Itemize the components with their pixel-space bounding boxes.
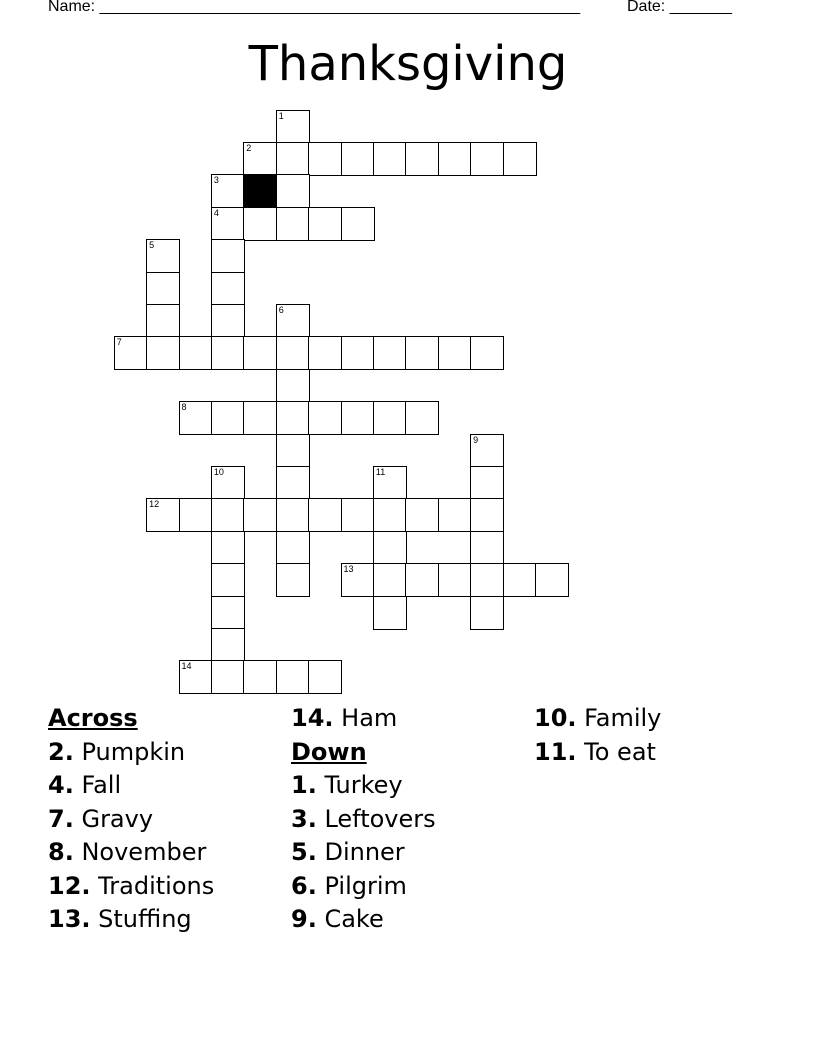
crossword-cell[interactable] xyxy=(276,531,310,565)
crossword-block xyxy=(243,174,277,208)
clue-item-number: 4. xyxy=(48,771,74,799)
crossword-cell[interactable] xyxy=(308,142,342,176)
crossword-cell[interactable] xyxy=(308,498,342,532)
clue-item xyxy=(291,870,531,904)
clue-item-text: Pumpkin xyxy=(81,737,186,766)
crossword-cell[interactable] xyxy=(146,304,180,338)
clue-item-number: 12. xyxy=(48,871,91,900)
crossword-cell[interactable] xyxy=(373,401,407,435)
crossword-cell[interactable] xyxy=(276,174,310,208)
crossword-cell[interactable] xyxy=(341,563,375,597)
crossword-cell[interactable] xyxy=(276,660,310,694)
crossword-cell[interactable] xyxy=(276,336,310,370)
crossword-cell[interactable] xyxy=(276,563,310,597)
clue-item-text: Gravy xyxy=(81,804,154,833)
crossword-cell[interactable] xyxy=(243,207,277,241)
crossword-cell[interactable] xyxy=(211,596,245,630)
clue-number: 7 xyxy=(116,337,122,348)
clue-item-number: 2. xyxy=(48,737,74,766)
crossword-cell[interactable] xyxy=(535,563,569,597)
crossword-cell[interactable] xyxy=(308,401,342,435)
clue-number: 14 xyxy=(181,661,192,672)
crossword-cell[interactable] xyxy=(405,142,439,176)
clue-item-text: Cake xyxy=(324,905,384,933)
clue-number: 12 xyxy=(149,499,160,510)
clue-item-number: 3. xyxy=(291,804,317,833)
clue-item xyxy=(291,836,531,870)
crossword-cell[interactable] xyxy=(438,498,472,532)
clue-item xyxy=(48,903,288,937)
clue-item xyxy=(48,836,288,870)
clue-item xyxy=(48,736,288,770)
crossword-cell[interactable] xyxy=(211,272,245,306)
clue-item-text: November xyxy=(81,838,207,866)
crossword-cell[interactable] xyxy=(211,174,245,208)
clue-number: 9 xyxy=(473,434,479,445)
clue-item-number: 7. xyxy=(48,804,74,833)
clue-item-number: 8. xyxy=(48,838,74,866)
crossword-cell[interactable] xyxy=(470,142,504,176)
crossword-cell[interactable] xyxy=(470,336,504,370)
clue-item xyxy=(291,702,531,736)
crossword-cell[interactable] xyxy=(341,207,375,241)
crossword-cell[interactable] xyxy=(276,207,310,241)
clue-section-heading xyxy=(48,702,288,736)
page-title: Thanksgiving xyxy=(248,36,568,92)
clue-item-number: 14. xyxy=(291,704,334,732)
crossword-cell[interactable] xyxy=(341,498,375,532)
clue-item-number: 10. xyxy=(534,704,577,732)
crossword-cell[interactable] xyxy=(503,563,537,597)
crossword-cell[interactable] xyxy=(470,596,504,630)
crossword-cell[interactable] xyxy=(373,142,407,176)
clue-item-text: Pilgrim xyxy=(324,871,407,900)
crossword-cell[interactable] xyxy=(211,336,245,370)
crossword-cell[interactable] xyxy=(276,304,310,338)
crossword-cell[interactable] xyxy=(243,498,277,532)
clue-item-number: 13. xyxy=(48,905,91,933)
clue-item-text: To eat xyxy=(584,737,656,766)
crossword-cell[interactable] xyxy=(146,272,180,306)
crossword-cell[interactable] xyxy=(470,563,504,597)
crossword-cell[interactable] xyxy=(243,142,277,176)
crossword-cell[interactable] xyxy=(308,207,342,241)
crossword-cell[interactable] xyxy=(211,304,245,338)
clue-number: 1 xyxy=(278,110,284,121)
clue-number: 5 xyxy=(149,240,155,251)
crossword-cell[interactable] xyxy=(276,369,310,403)
crossword-cell[interactable] xyxy=(341,336,375,370)
clue-number: 6 xyxy=(278,304,284,315)
crossword-cell[interactable] xyxy=(276,142,310,176)
crossword-cell[interactable] xyxy=(438,336,472,370)
crossword-cell[interactable] xyxy=(373,466,407,500)
crossword-cell[interactable] xyxy=(276,110,310,144)
clue-number: 8 xyxy=(181,402,187,413)
clue-item xyxy=(291,803,531,837)
crossword-cell[interactable] xyxy=(470,466,504,500)
crossword-cell[interactable] xyxy=(243,660,277,694)
clue-item xyxy=(48,870,288,904)
crossword-cell[interactable] xyxy=(211,498,245,532)
clue-column-1 xyxy=(48,702,288,937)
date-field-label: Date: _______ xyxy=(627,0,732,15)
clue-item xyxy=(48,769,288,803)
clue-column-3 xyxy=(534,702,774,769)
clue-item-number: 9. xyxy=(291,905,317,933)
clue-section-heading xyxy=(291,736,531,770)
clue-number: 3 xyxy=(213,175,219,186)
name-field-label: Name: ______________________________________________________ xyxy=(48,0,581,15)
crossword-cell[interactable] xyxy=(438,142,472,176)
crossword-cell[interactable] xyxy=(341,142,375,176)
clue-column-2 xyxy=(291,702,531,937)
clue-item-text: Dinner xyxy=(324,838,405,866)
crossword-cell[interactable] xyxy=(470,531,504,565)
clue-item xyxy=(534,736,774,770)
clue-item xyxy=(291,903,531,937)
crossword-cell[interactable] xyxy=(179,660,213,694)
clue-number: 13 xyxy=(343,564,354,575)
clue-item-text: Traditions xyxy=(98,871,215,900)
clue-item-text: Ham xyxy=(341,704,398,732)
crossword-cell[interactable] xyxy=(114,336,148,370)
crossword-cell[interactable] xyxy=(211,239,245,273)
crossword-cell[interactable] xyxy=(211,531,245,565)
crossword-cell[interactable] xyxy=(276,466,310,500)
crossword-cell[interactable] xyxy=(470,434,504,468)
crossword-cell[interactable] xyxy=(373,498,407,532)
clue-item-number: 11. xyxy=(534,737,577,766)
clue-number: 2 xyxy=(246,142,252,153)
crossword-cell[interactable] xyxy=(243,401,277,435)
crossword-cell[interactable] xyxy=(211,660,245,694)
clue-number: 4 xyxy=(213,207,219,218)
clue-number: 10 xyxy=(213,466,224,477)
clue-item xyxy=(291,769,531,803)
crossword-cell[interactable] xyxy=(405,401,439,435)
crossword-cell[interactable] xyxy=(146,336,180,370)
crossword-cell[interactable] xyxy=(341,401,375,435)
crossword-cell[interactable] xyxy=(211,563,245,597)
crossword-cell[interactable] xyxy=(373,563,407,597)
crossword-cell[interactable] xyxy=(276,434,310,468)
clue-number: 11 xyxy=(375,466,386,477)
crossword-cell[interactable] xyxy=(276,401,310,435)
crossword-cell[interactable] xyxy=(146,498,180,532)
crossword-cell[interactable] xyxy=(211,466,245,500)
crossword-cell[interactable] xyxy=(146,239,180,273)
crossword-cell[interactable] xyxy=(179,336,213,370)
crossword-cell[interactable] xyxy=(179,498,213,532)
crossword-cell[interactable] xyxy=(405,336,439,370)
section-title: Across xyxy=(48,704,138,732)
clue-item-text: Fall xyxy=(81,771,122,799)
crossword-cell[interactable] xyxy=(503,142,537,176)
section-title: Down xyxy=(291,737,367,766)
crossword-cell[interactable] xyxy=(438,563,472,597)
clue-item-number: 1. xyxy=(291,771,317,799)
clue-item-text: Family xyxy=(584,704,662,732)
crossword-cell[interactable] xyxy=(179,401,213,435)
crossword-cell[interactable] xyxy=(211,628,245,662)
clue-item-number: 5. xyxy=(291,838,317,866)
crossword-cell[interactable] xyxy=(308,660,342,694)
crossword-cell[interactable] xyxy=(211,207,245,241)
crossword-cell[interactable] xyxy=(373,336,407,370)
crossword-cell[interactable] xyxy=(373,531,407,565)
crossword-cell[interactable] xyxy=(243,336,277,370)
crossword-cell[interactable] xyxy=(470,498,504,532)
clue-item xyxy=(48,803,288,837)
clue-item-text: Stuffing xyxy=(98,905,192,933)
clue-item xyxy=(534,702,774,736)
crossword-cell[interactable] xyxy=(211,401,245,435)
crossword-cell[interactable] xyxy=(308,336,342,370)
clue-item-text: Leftovers xyxy=(324,804,436,833)
crossword-cell[interactable] xyxy=(373,596,407,630)
crossword-cell[interactable] xyxy=(405,563,439,597)
crossword-cell[interactable] xyxy=(405,498,439,532)
crossword-cell[interactable] xyxy=(276,498,310,532)
clue-item-text: Turkey xyxy=(324,771,403,799)
clue-item-number: 6. xyxy=(291,871,317,900)
